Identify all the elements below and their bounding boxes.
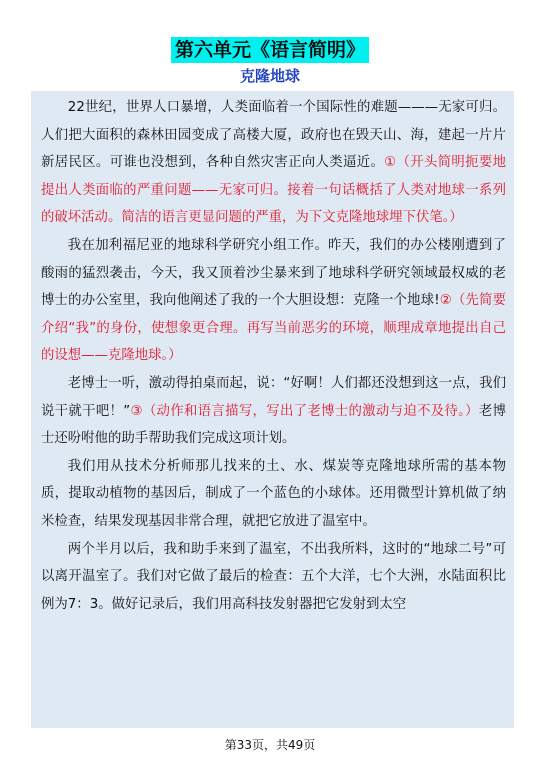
paragraph-4 xyxy=(41,453,506,536)
paragraph-1 xyxy=(41,94,506,232)
paragraph-text: 两个半月以后，我和助手来到了温室，不出我所料，这时的“地球二号”可以离开温室了。我们对它做了最后的检查：五个大洋，七个大洲，水陆面积比例为7：3。做好记录后，我们用高科技发射器把它发射到太空 xyxy=(41,541,506,612)
annotation-text: ③（动作和语言描写，写出了老博士的激动与迫不及待。） xyxy=(130,403,479,419)
annotation-text: ①（开头简明扼要地提出人类面临的严重问题——无家可归。接着一句话概括了人类对地球一系列的破坏活动。简洁的语言更显问题的严重，为下文克隆地球埋下伏笔。） xyxy=(41,155,506,226)
paragraph-text: 老博士还吩咐他的助手帮助我们完成这项计划。 xyxy=(41,403,507,447)
paragraph-text: 老博士一听，激动得拍桌而起，说：“好啊！人们都还没想到这一点，我们说干就干吧！” xyxy=(41,375,506,419)
paragraph-2 xyxy=(41,232,506,370)
paragraph-3 xyxy=(41,370,506,453)
page-number: 第33页，共49页 xyxy=(224,738,316,752)
paragraph-text: 我在加利福尼亚的地球科学研究小组工作。昨天，我们的办公楼刚遭到了酸雨的猛烈袭击，今天，我又顶着沙尘暴来到了地球科学研究领域最权威的老博士的办公室里，我向他阐述了我的一个大胆设想：克隆一个地球! xyxy=(41,237,506,309)
paragraph-text: 22世纪，世界人口暴增，人类面临着一个国际性的难题———无家可归。人们把大面积的森林田园变成了高楼大厦，政府也在毁天山、海，建起一片片新居民区。可谁也没想到，各种自然灾害正向人类逼近。 xyxy=(41,100,506,171)
page-title: 第六单元《语言简明》 xyxy=(171,37,369,63)
title-wrap xyxy=(0,37,540,63)
paragraph-text: 我们用从技术分析师那儿找来的土、水、煤炭等克隆地球所需的基本物质，提取动植物的基因后，制成了一个蓝色的小球体。还用微型计算机做了纳米检查，结果发现基因非常合理，就把它放进了温室中。 xyxy=(41,458,506,529)
essay-subtitle: 克隆地球 xyxy=(239,67,300,85)
essay-panel xyxy=(31,91,514,728)
annotation-text: ②（先简要介绍“我”的身份，使想象更合理。再写当前恶劣的环境，顺理成章地提出自己的设想——克隆地球。） xyxy=(41,293,506,364)
essay-content xyxy=(41,94,506,618)
paragraph-5 xyxy=(41,536,506,619)
